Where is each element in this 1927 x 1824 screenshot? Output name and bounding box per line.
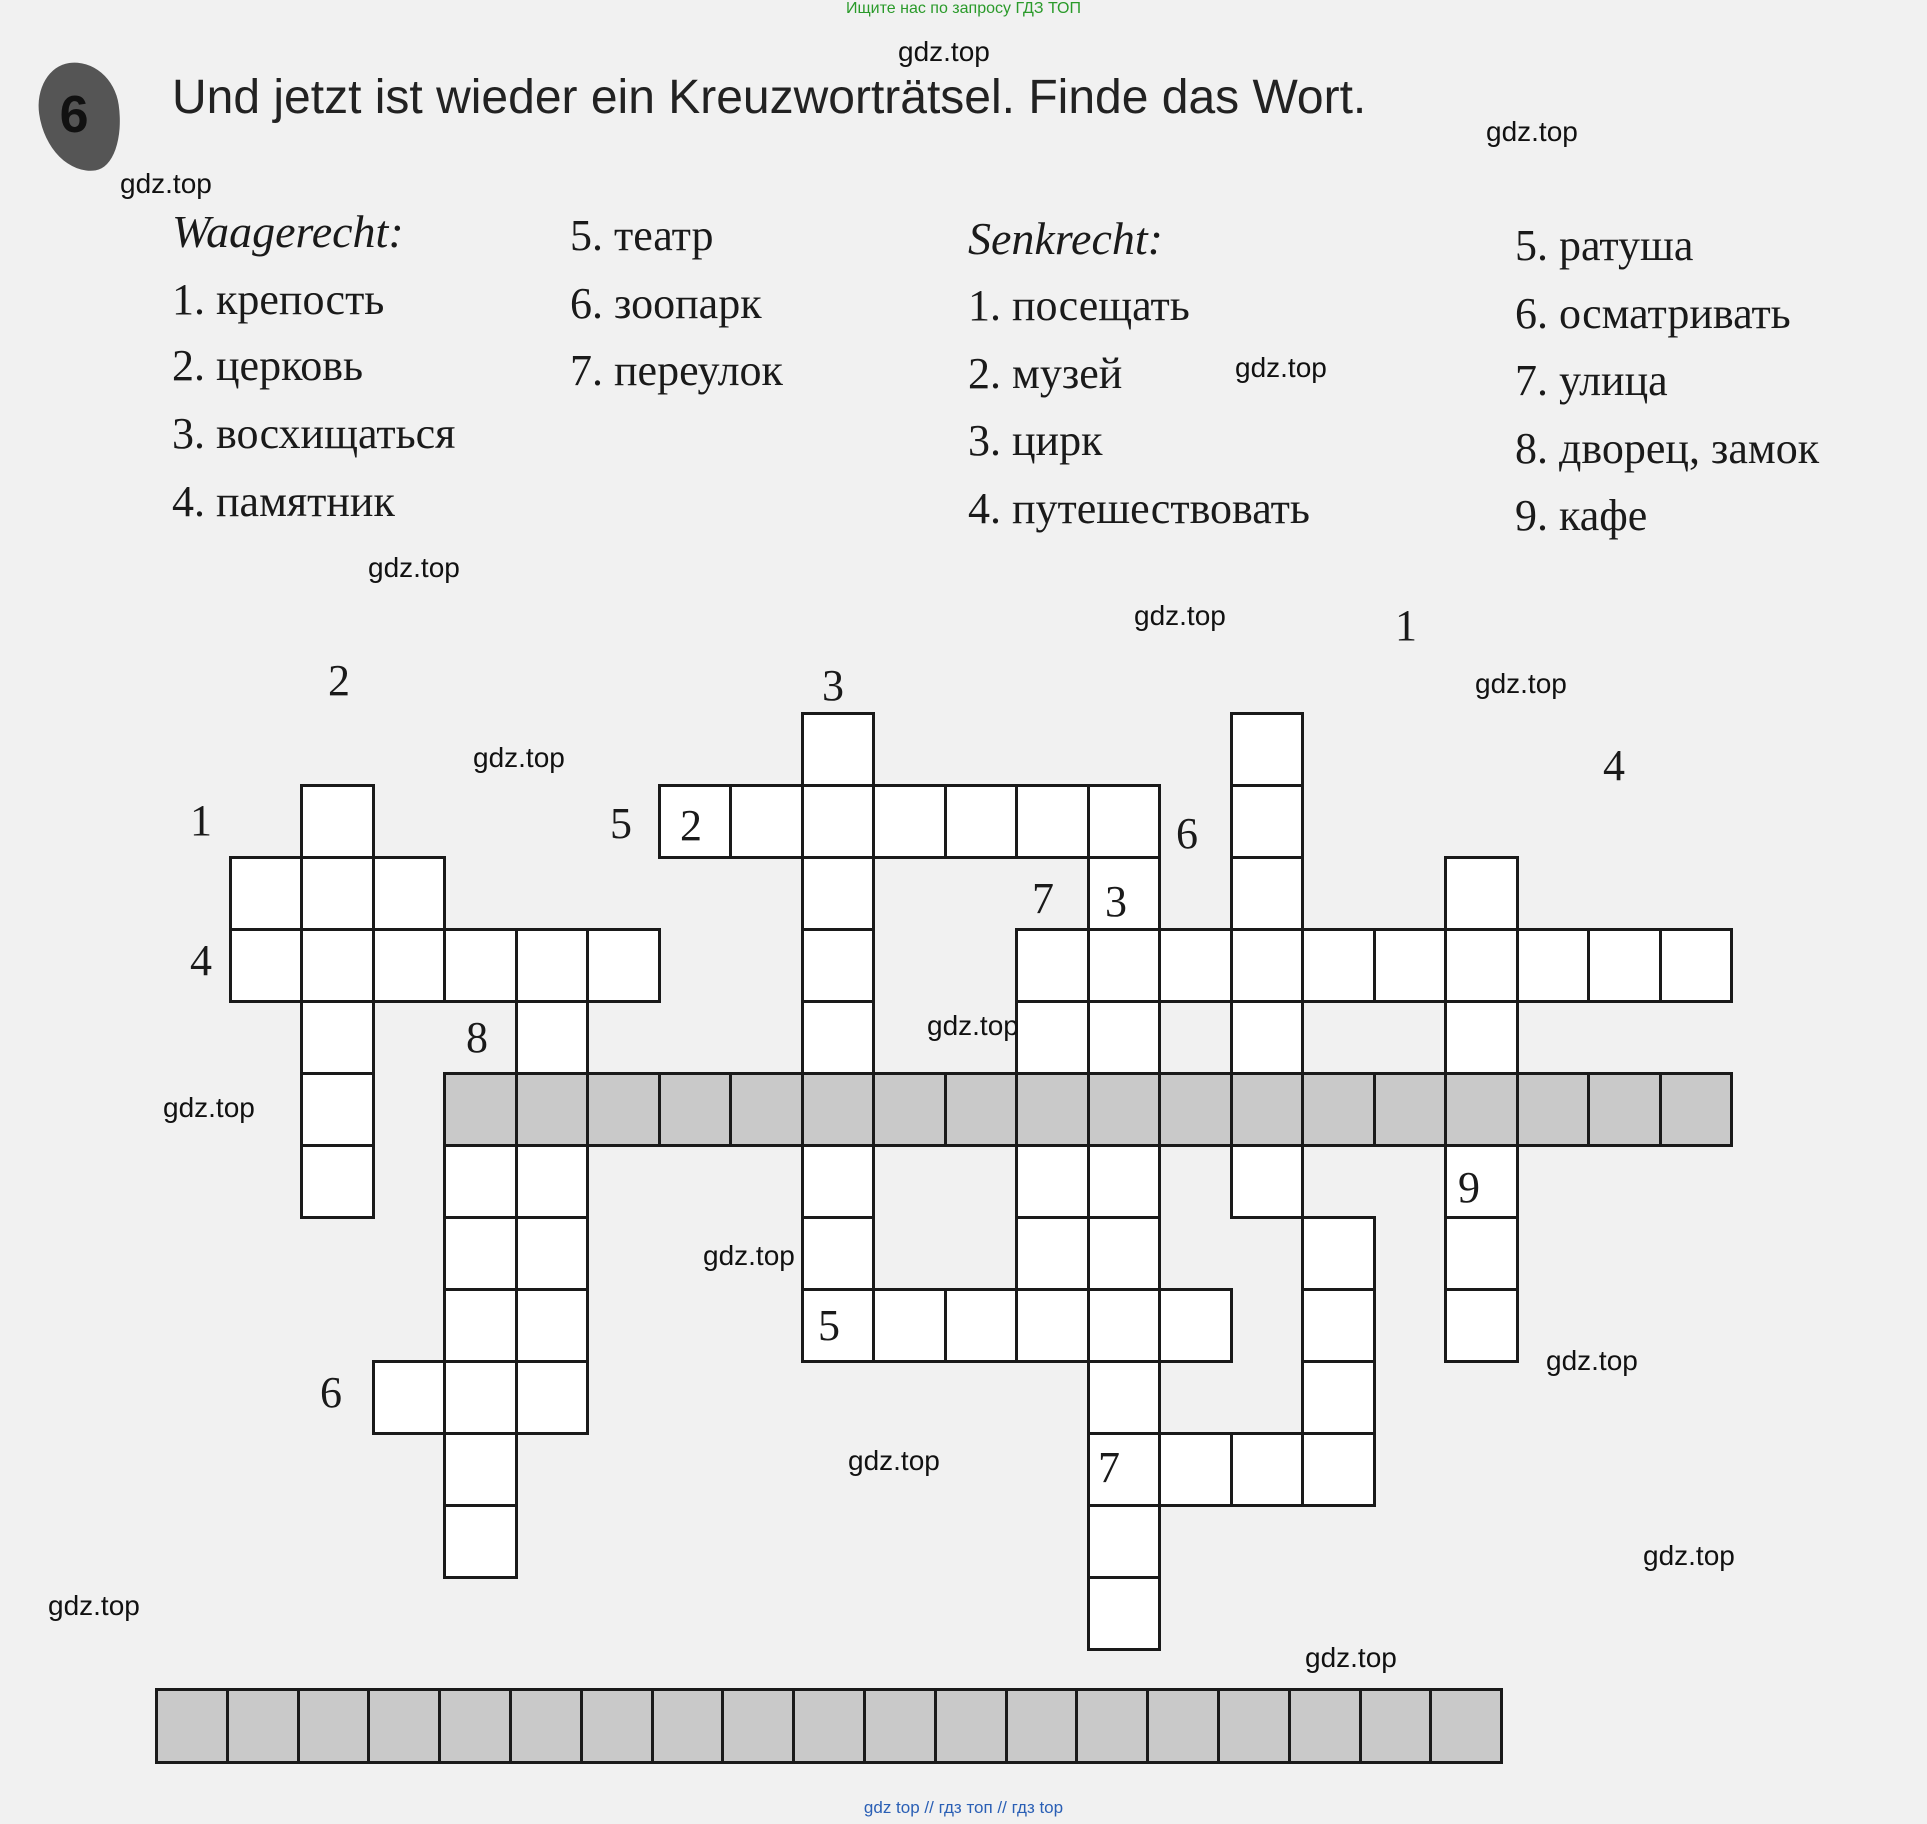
crossword-cell[interactable]: [1373, 928, 1448, 1003]
grid-number-down-8: 8: [466, 1013, 488, 1062]
crossword-cell[interactable]: [1015, 1216, 1090, 1291]
crossword-cell[interactable]: [443, 1288, 518, 1363]
crossword-cell[interactable]: [586, 928, 661, 1003]
crossword-cell[interactable]: [515, 1288, 590, 1363]
crossword-cell[interactable]: [1230, 1144, 1305, 1219]
crossword-cell[interactable]: [729, 784, 804, 859]
crossword-cell[interactable]: [515, 928, 590, 1003]
solution-cell[interactable]: [155, 1688, 229, 1764]
crossword-cell[interactable]: [1444, 1000, 1519, 1075]
across-clue-4: 4. памятник: [172, 477, 395, 526]
footer-banner: gdz top // гдз топ // гдз top: [863, 1798, 1064, 1817]
crossword-cell[interactable]: [300, 784, 375, 859]
solution-cell[interactable]: [226, 1688, 300, 1764]
crossword-answer-cell[interactable]: [1373, 1072, 1448, 1147]
crossword-cell[interactable]: [801, 928, 876, 1003]
crossword-cell[interactable]: [1444, 1144, 1519, 1219]
watermark: gdz.top: [473, 742, 565, 773]
crossword-cell[interactable]: [1087, 1360, 1162, 1435]
across-heading: Waagerecht:: [172, 206, 404, 257]
crossword-cell[interactable]: [801, 1216, 876, 1291]
watermark: gdz.top: [1546, 1345, 1638, 1376]
grid-number-across-4: 4: [190, 936, 212, 985]
crossword-cell[interactable]: [443, 1504, 518, 1579]
solution-cell[interactable]: [297, 1688, 371, 1764]
grid-number-across-7: 7: [1098, 1443, 1120, 1492]
crossword-answer-cell[interactable]: [586, 1072, 661, 1147]
crossword-cell[interactable]: [1230, 784, 1305, 859]
crossword-cell[interactable]: [872, 1288, 947, 1363]
task-number-badge: [33, 57, 128, 177]
watermark: gdz.top: [927, 1010, 1019, 1041]
watermark: gdz.top: [120, 168, 212, 199]
grid-number-across-2: 2: [680, 801, 702, 850]
crossword-cell[interactable]: [1087, 1288, 1162, 1363]
crossword-cell[interactable]: [229, 856, 304, 931]
crossword-cell[interactable]: [1230, 1432, 1305, 1507]
crossword-cell[interactable]: [1015, 1288, 1090, 1363]
crossword-answer-cell[interactable]: [1659, 1072, 1734, 1147]
crossword-cell[interactable]: [1015, 1000, 1090, 1075]
crossword-cell[interactable]: [300, 1000, 375, 1075]
crossword-answer-cell[interactable]: [1015, 1072, 1090, 1147]
solution-cell[interactable]: [792, 1688, 866, 1764]
task-number: 6: [59, 85, 89, 144]
crossword-answer-cell[interactable]: [944, 1072, 1019, 1147]
grid-number-down-1: 1: [1395, 601, 1417, 650]
watermark: gdz.top: [703, 1240, 795, 1271]
solution-cell[interactable]: [367, 1688, 441, 1764]
crossword-cell[interactable]: [1301, 1360, 1376, 1435]
crossword-cell[interactable]: [443, 1216, 518, 1291]
crossword-cell[interactable]: [1087, 1504, 1162, 1579]
crossword-cell[interactable]: [1301, 1432, 1376, 1507]
watermark: gdz.top: [1475, 668, 1567, 699]
down-clue-6: 6. осматривать: [1515, 289, 1791, 338]
crossword-cell[interactable]: [1230, 856, 1305, 931]
crossword-cell[interactable]: [372, 928, 447, 1003]
crossword-cell[interactable]: [515, 1000, 590, 1075]
down-clue-7: 7. улица: [1515, 356, 1668, 405]
crossword-cell[interactable]: [372, 1360, 447, 1435]
crossword-cell[interactable]: [1444, 1216, 1519, 1291]
crossword-cell[interactable]: [1301, 1216, 1376, 1291]
grid-number-down-2: 2: [328, 656, 350, 705]
crossword-cell[interactable]: [372, 856, 447, 931]
solution-cell[interactable]: [934, 1688, 1008, 1764]
solution-cell[interactable]: [1359, 1688, 1433, 1764]
grid-number-across-6: 6: [320, 1368, 342, 1417]
crossword-cell[interactable]: [443, 1360, 518, 1435]
crossword-answer-cell[interactable]: [1444, 1072, 1519, 1147]
crossword-cell[interactable]: [1444, 1288, 1519, 1363]
crossword-cell[interactable]: [1158, 928, 1233, 1003]
watermark: gdz.top: [48, 1590, 140, 1621]
grid-number-down-5: 5: [610, 799, 632, 848]
crossword-answer-cell[interactable]: [443, 1072, 518, 1147]
crossword-cell[interactable]: [1015, 784, 1090, 859]
crossword-cell[interactable]: [1659, 928, 1734, 1003]
crossword-cell[interactable]: [1516, 928, 1591, 1003]
crossword-answer-cell[interactable]: [872, 1072, 947, 1147]
crossword-cell[interactable]: [1230, 712, 1305, 787]
down-clue-9: 9. кафе: [1515, 491, 1648, 540]
crossword-cell[interactable]: [801, 1144, 876, 1219]
across-clue-3: 3. восхищаться: [172, 409, 456, 458]
solution-cell[interactable]: [509, 1688, 583, 1764]
crossword-cell[interactable]: [1087, 1216, 1162, 1291]
across-clue-7: 7. переулок: [570, 346, 783, 395]
grid-number-across-3: 3: [1105, 877, 1127, 926]
crossword-cell[interactable]: [515, 1216, 590, 1291]
solution-cell[interactable]: [1429, 1688, 1503, 1764]
down-heading: Senkrecht:: [968, 213, 1163, 264]
watermark: gdz.top: [1486, 116, 1578, 147]
crossword-cell[interactable]: [1444, 856, 1519, 931]
crossword-cell[interactable]: [944, 784, 1019, 859]
grid-number-down-6: 6: [1176, 809, 1198, 858]
crossword-answer-cell[interactable]: [1158, 1072, 1233, 1147]
grid-number-down-7: 7: [1032, 874, 1054, 923]
crossword-cell[interactable]: [1087, 1144, 1162, 1219]
down-clue-2: 2. музей: [968, 349, 1123, 398]
crossword-cell[interactable]: [1087, 784, 1162, 859]
crossword-cell[interactable]: [1158, 1432, 1233, 1507]
crossword-cell[interactable]: [300, 1144, 375, 1219]
crossword-cell[interactable]: [944, 1288, 1019, 1363]
crossword-cell[interactable]: [872, 784, 947, 859]
crossword-cell[interactable]: [515, 1144, 590, 1219]
crossword-answer-cell[interactable]: [729, 1072, 804, 1147]
solution-cell[interactable]: [721, 1688, 795, 1764]
crossword-cell[interactable]: [1087, 928, 1162, 1003]
solution-cell[interactable]: [651, 1688, 725, 1764]
crossword-cell[interactable]: [1301, 928, 1376, 1003]
grid-number-down-9: 9: [1458, 1163, 1480, 1212]
search-banner[interactable]: Ищите нас по запросу ГДЗ ТОП: [846, 0, 1081, 17]
crossword-cell[interactable]: [1301, 1288, 1376, 1363]
crossword-cell[interactable]: [515, 1360, 590, 1435]
watermark: gdz.top: [1643, 1540, 1735, 1571]
watermark: gdz.top: [1305, 1642, 1397, 1673]
solution-cell[interactable]: [1005, 1688, 1079, 1764]
crossword-cell[interactable]: [443, 928, 518, 1003]
crossword-cell[interactable]: [1015, 928, 1090, 1003]
watermark: gdz.top: [163, 1092, 255, 1123]
grid-number-down-4: 4: [1603, 741, 1625, 790]
across-clue-2: 2. церковь: [172, 341, 364, 390]
crossword-cell[interactable]: [443, 1432, 518, 1507]
down-clue-4: 4. путешествовать: [968, 484, 1310, 533]
watermark: gdz.top: [368, 552, 460, 583]
down-clue-3: 3. цирк: [968, 416, 1103, 465]
crossword-answer-cell[interactable]: [1230, 1072, 1305, 1147]
grid-number-across-1: 1: [190, 796, 212, 845]
crossword-cell[interactable]: [1587, 928, 1662, 1003]
solution-cell[interactable]: [1288, 1688, 1362, 1764]
crossword-cell[interactable]: [1087, 1000, 1162, 1075]
crossword-cell[interactable]: [801, 1000, 876, 1075]
solution-cell[interactable]: [438, 1688, 512, 1764]
solution-cell[interactable]: [1217, 1688, 1291, 1764]
crossword-cell[interactable]: [801, 712, 876, 787]
watermark: gdz.top: [1134, 600, 1226, 631]
crossword-answer-cell[interactable]: [658, 1072, 733, 1147]
crossword-answer-cell[interactable]: [801, 1072, 876, 1147]
solution-cell[interactable]: [863, 1688, 937, 1764]
crossword-cell[interactable]: [1230, 1000, 1305, 1075]
crossword-cell[interactable]: [1444, 928, 1519, 1003]
solution-cell[interactable]: [1146, 1688, 1220, 1764]
grid-number-down-3: 3: [822, 661, 844, 710]
crossword-answer-cell[interactable]: [1087, 1072, 1162, 1147]
solution-cell[interactable]: [580, 1688, 654, 1764]
down-clue-1: 1. посещать: [968, 281, 1190, 330]
crossword-cell[interactable]: [229, 928, 304, 1003]
across-clue-1: 1. крепость: [172, 275, 385, 324]
crossword-cell[interactable]: [1015, 1144, 1090, 1219]
across-clue-6: 6. зоопарк: [570, 279, 762, 328]
crossword-cell[interactable]: [300, 928, 375, 1003]
crossword-cell[interactable]: [443, 1144, 518, 1219]
crossword-cell[interactable]: [1158, 1288, 1233, 1363]
crossword-answer-cell[interactable]: [1516, 1072, 1591, 1147]
crossword-cell[interactable]: [1087, 1576, 1162, 1651]
crossword-answer-cell[interactable]: [515, 1072, 590, 1147]
crossword-cell[interactable]: [300, 856, 375, 931]
solution-cell[interactable]: [1075, 1688, 1149, 1764]
crossword-answer-cell[interactable]: [1587, 1072, 1662, 1147]
watermark: gdz.top: [898, 36, 990, 67]
down-clue-8: 8. дворец, замок: [1515, 424, 1820, 473]
crossword-cell[interactable]: [1230, 928, 1305, 1003]
watermark: gdz.top: [1235, 352, 1327, 383]
watermark: gdz.top: [848, 1445, 940, 1476]
crossword-answer-cell[interactable]: [1301, 1072, 1376, 1147]
across-clue-5: 5. театр: [570, 211, 714, 260]
down-clue-5: 5. ратуша: [1515, 221, 1694, 270]
crossword-cell[interactable]: [801, 784, 876, 859]
crossword-cell[interactable]: [801, 856, 876, 931]
grid-number-across-5: 5: [818, 1301, 840, 1350]
task-title: Und jetzt ist wieder ein Kreuzworträtsel. Finde das Wort.: [172, 71, 1367, 124]
crossword-cell[interactable]: [300, 1072, 375, 1147]
